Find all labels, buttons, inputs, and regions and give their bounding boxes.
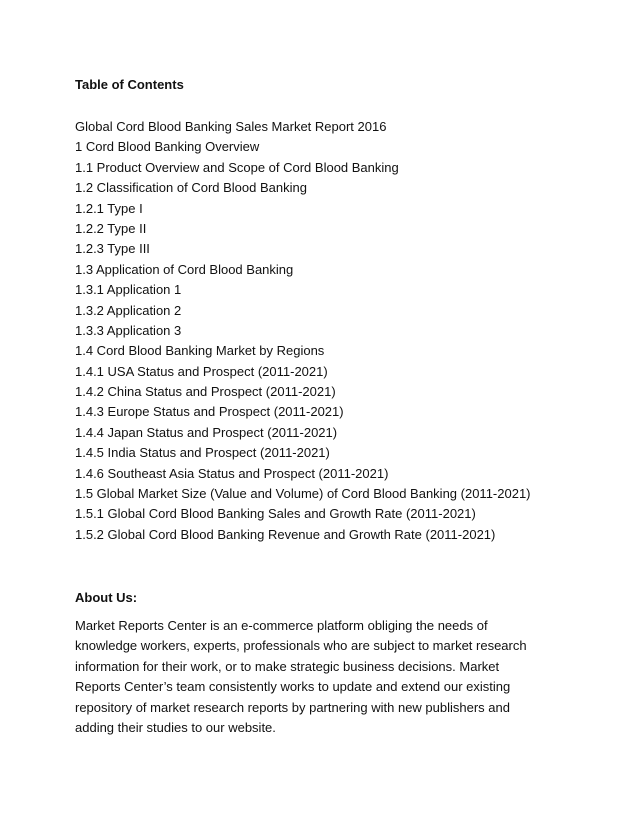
toc-item: 1 Cord Blood Banking Overview (75, 139, 260, 155)
about-line: information for their work, or to make strategic business decisions. Market (75, 658, 500, 674)
toc-list (75, 117, 531, 545)
about-line: knowledge workers, experts, professionals who are subject to market research (75, 638, 527, 654)
document-page (75, 0, 595, 826)
toc-item: 1.5.2 Global Cord Blood Banking Revenue and Growth Rate (2011-2021) (75, 526, 496, 542)
toc-item: 1.4.2 China Status and Prospect (2011-2021) (75, 384, 336, 400)
toc-item: 1.4.4 Japan Status and Prospect (2011-2021) (75, 424, 338, 440)
toc-item: 1.5 Global Market Size (Value and Volume) of Cord Blood Banking (2011-2021) (75, 486, 531, 502)
toc-item: Global Cord Blood Banking Sales Market Report 2016 (75, 119, 387, 134)
toc-item: 1.2.3 Type III (75, 241, 150, 257)
toc-item: 1.3.2 Application 2 (75, 302, 182, 318)
toc-item: 1.1 Product Overview and Scope of Cord Blood Banking (75, 159, 399, 175)
toc-item: 1.4.3 Europe Status and Prospect (2011-2021) (75, 404, 344, 420)
toc-item: 1.3.1 Application 1 (75, 282, 182, 298)
about-line: Reports Center’s team consistently works to update and extend our existing (75, 679, 511, 695)
toc-item: 1.3 Application of Cord Blood Banking (75, 261, 294, 277)
toc-item: 1.5.1 Global Cord Blood Banking Sales and Growth Rate (2011-2021) (75, 506, 476, 522)
toc-item: 1.2.1 Type I (75, 200, 143, 216)
toc-item: 1.2 Classification of Cord Blood Banking (75, 180, 307, 196)
toc-item: 1.4.1 USA Status and Prospect (2011-2021) (75, 363, 328, 379)
toc-item: 1.4 Cord Blood Banking Market by Regions (75, 343, 325, 359)
about-line: adding their studies to our website. (75, 719, 276, 735)
about-paragraph (75, 616, 555, 738)
about-line: repository of market research reports by partnering with new publishers and (75, 699, 510, 715)
toc-item: 1.4.6 Southeast Asia Status and Prospect (2011-2021) (75, 465, 389, 481)
toc-item: 1.4.5 India Status and Prospect (2011-2021) (75, 445, 330, 461)
about-heading: About Us: (75, 590, 138, 605)
toc-item: 1.2.2 Type II (75, 220, 147, 236)
toc-item: 1.3.3 Application 3 (75, 322, 182, 338)
about-line: Market Reports Center is an e-commerce platform obliging the needs of (75, 618, 488, 633)
toc-heading: Table of Contents (75, 77, 184, 92)
